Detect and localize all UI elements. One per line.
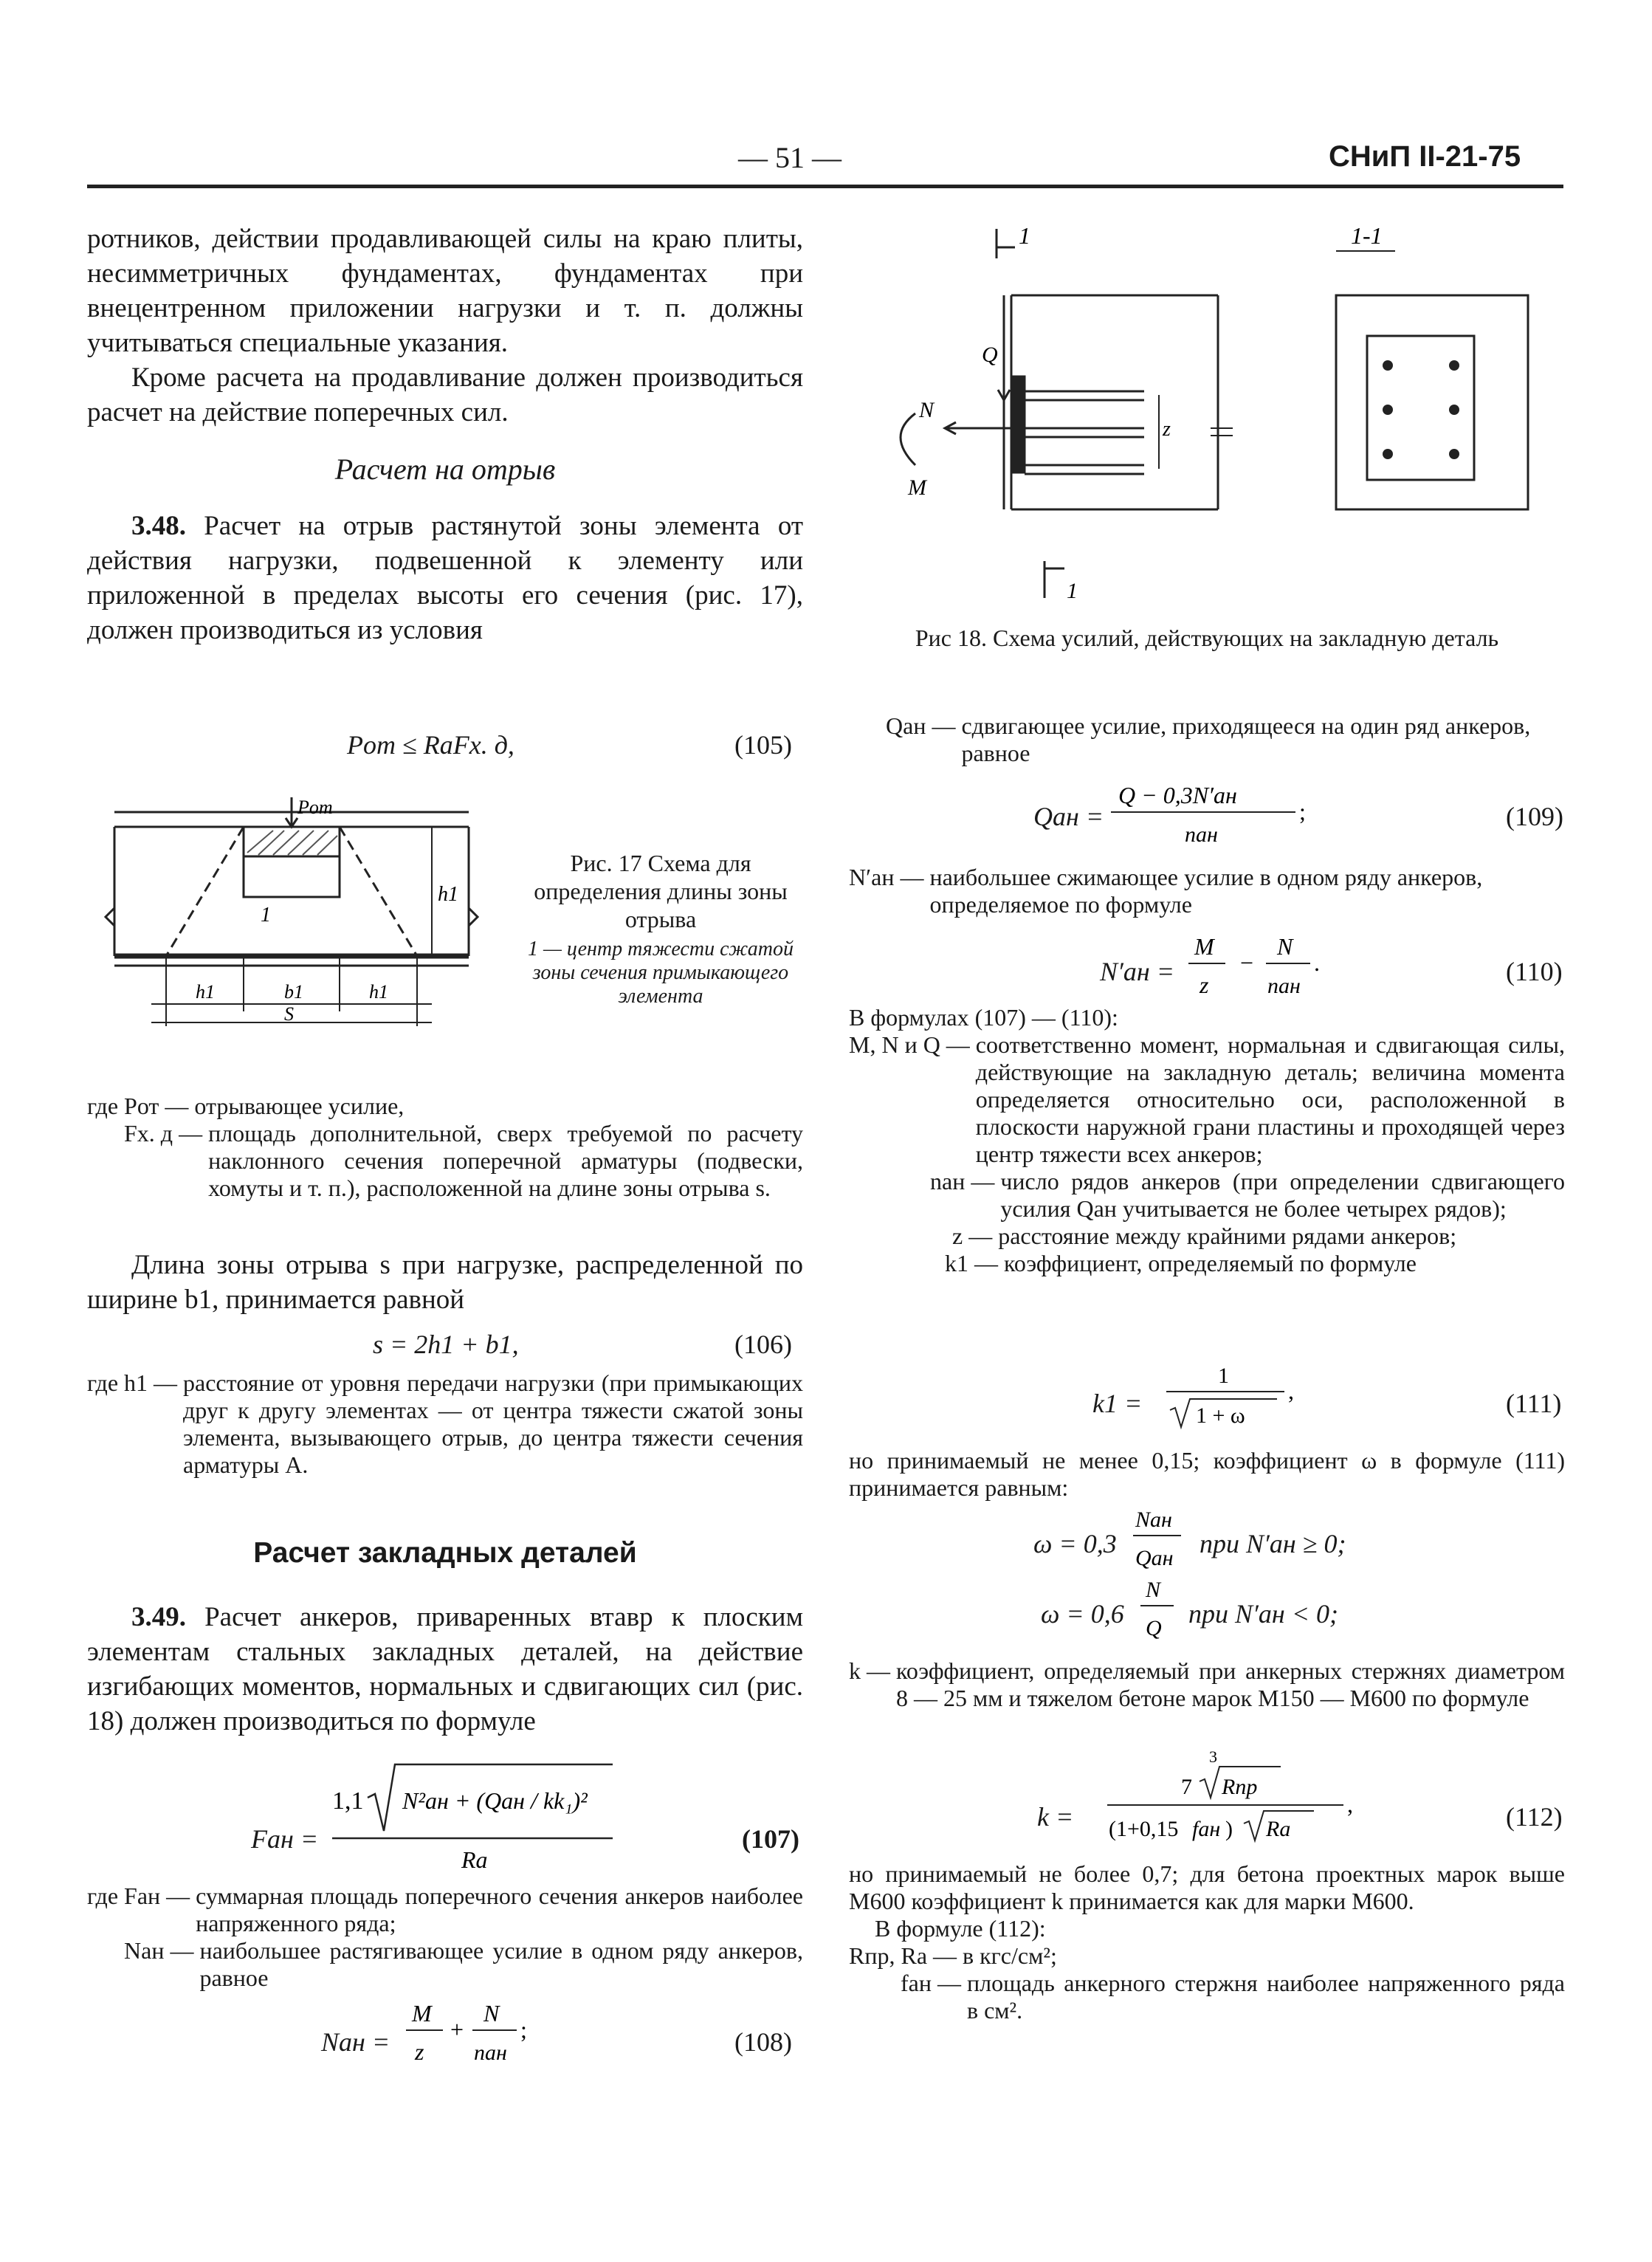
svg-text:Qан: Qан (1135, 1546, 1174, 1570)
figure-18-diagram (864, 214, 1558, 628)
def-intro: В формуле (112): (875, 1915, 1046, 1942)
clause-text: Расчет анкеров, приваренных втавр к плоским элементам стальных закладных деталей, на действие изгибающих моментов, нормальных и сдвигающих сил (рис. 18) должен производиться по формуле (87, 1602, 803, 1736)
formula-112-number: (112) (1506, 1802, 1563, 1832)
omega-formula-2-cond: при N′ан < 0; (1188, 1599, 1339, 1629)
svg-text:+: + (450, 2016, 464, 2043)
formula-106: s = 2h1 + b1, (373, 1330, 519, 1359)
clause-number: 3.49. (131, 1602, 186, 1632)
formula-112 (1100, 1746, 1366, 1849)
formula-110 (1181, 927, 1343, 1008)
formula-105-number: (105) (734, 730, 792, 760)
omega-formula-2-lhs: ω = 0,6 (1041, 1599, 1124, 1629)
label-n: N (919, 398, 935, 422)
svg-text:Ra: Ra (1266, 1817, 1291, 1841)
formula-110-number: (110) (1506, 957, 1563, 986)
def-text: число рядов анкеров (при определении сдвигающего усилия Qан учитывается не более четырех рядов); (1000, 1168, 1565, 1222)
svg-text:−: − (1240, 949, 1254, 976)
def-key: Rпр, Ra — (849, 1942, 957, 1969)
svg-text:N: N (1277, 933, 1293, 960)
paragraph: но принимаемый не менее 0,15; коэффициент ω в формуле (111) принимается равным: (849, 1447, 1565, 1501)
paragraph-length (87, 1248, 803, 1317)
svg-text:,: , (1347, 1791, 1353, 1818)
def-key: Fх. д — (124, 1120, 203, 1147)
svg-text:z: z (1200, 972, 1209, 998)
svg-text:Q: Q (1146, 1616, 1162, 1640)
paragraph: но принимаемый не более 0,7; для бетона проектных марок выше М600 коэффициент k принимается как для марки М600. (849, 1860, 1565, 1914)
formula-111 (1159, 1355, 1307, 1436)
def-text: в кгс/см²; (963, 1942, 1057, 1969)
caption-legend: 1 — центр тяжести сжатой зоны сечения примыкающего элемента (527, 938, 794, 1008)
svg-text:): ) (1225, 1817, 1233, 1841)
label-q: Q (982, 343, 998, 367)
svg-text:;: ; (1299, 798, 1306, 825)
def-key: где h1 — (87, 1369, 178, 1396)
section-zakl (87, 1536, 803, 1739)
figure-17-caption (517, 849, 805, 1008)
formula-112-lhs: k = (1037, 1802, 1074, 1832)
def-n-an (849, 864, 1565, 918)
def-key: M, N и Q — (849, 1031, 970, 1058)
formula-107-denominator: Ra (461, 1846, 488, 1873)
document-code: СНиП II-21-75 (1329, 140, 1521, 173)
svg-text:3: 3 (1209, 1747, 1217, 1766)
formula-109-numerator: Q − 0,3N′ан (1118, 782, 1237, 808)
label-1: 1 (261, 904, 271, 927)
formula-105: Pот ≤ RaFх. д, (347, 730, 514, 760)
svg-text:z: z (415, 2038, 424, 2065)
def-key: где Pот — (87, 1093, 189, 1119)
svg-text:N: N (483, 2000, 500, 2026)
def-key: k1 — (945, 1250, 998, 1276)
omega-formula-1-lhs: ω = 0,3 (1033, 1529, 1117, 1558)
caption-title: Рис. 17 Схема для определения длины зоны отрыва (534, 850, 788, 932)
svg-text:M: M (412, 2000, 432, 2026)
label-z: z (1163, 418, 1171, 441)
svg-text:nан: nан (1267, 974, 1301, 998)
formula-111-lhs: k1 = (1092, 1389, 1143, 1418)
svg-text:.: . (1314, 949, 1320, 976)
paragraph-3-49 (87, 1600, 803, 1739)
svg-text:1: 1 (1218, 1364, 1229, 1388)
clause-number: 3.48. (131, 511, 186, 541)
def-text: суммарная площадь поперечного сечения анкеров наиболее напряженного ряда; (196, 1883, 803, 1936)
def-text: соответственно момент, нормальная и сдвигающая силы, действующие на закладную деталь; величина момента определяется относительно оси, расположенной в плоскости наружной грани пластины и проходящей через центр тяжести всех анкеров; (975, 1031, 1565, 1167)
svg-text:7: 7 (1181, 1775, 1192, 1799)
left-column (87, 221, 803, 647)
def-text: расстояние между крайними рядами анкеров; (998, 1223, 1457, 1249)
svg-text:fан: fан (1192, 1817, 1221, 1841)
clause-text: Расчет на отрыв растянутой зоны элемента от действия нагрузки, подвешенной к элементу или приложенной в пределах высоты его сечения (рис. 17), должен производиться из условия (87, 511, 804, 645)
svg-text:N²ан + (Qан / kk₁)²: N²ан + (Qан / kk₁)² (402, 1787, 588, 1814)
formula-107-number: (107) (742, 1824, 799, 1854)
where-block-3 (87, 1883, 803, 1992)
def-key: Nан — (124, 1937, 194, 1964)
def-k (849, 1657, 1565, 1712)
svg-text:N: N (1146, 1578, 1161, 1602)
section-heading-zakl: Расчет закладных деталей (253, 1537, 637, 1569)
formula-109-denominator: nан (1185, 822, 1218, 847)
def-text: коэффициент, определяемый при анкерных стержнях диаметром 8 — 25 мм и тяжелом бетоне марок М150 — М600 по формуле (896, 1657, 1565, 1711)
def-text: наибольшее сжимающее усилие в одном ряду анкеров, определяемое по формуле (929, 864, 1483, 918)
def-key: Qан — (886, 712, 956, 739)
formula-108-number: (108) (734, 2027, 792, 2057)
paragraph-omega (849, 1447, 1565, 1502)
label-section-1-1: 1-1 (1351, 222, 1383, 249)
label-h1: h1 (438, 883, 458, 906)
label-b1: b1 (284, 981, 303, 1003)
label-h1-bottom-left: h1 (196, 981, 215, 1003)
label-section-mark-bottom: 1 (1067, 579, 1078, 603)
def-key: nан — (930, 1168, 995, 1194)
paragraph-3-48 (87, 509, 803, 647)
def-key: где Fан — (87, 1883, 190, 1909)
formula-108 (399, 1993, 546, 2074)
where-block-2 (87, 1369, 803, 1479)
def-text: площадь анкерного стержня наиболее напряженного ряда в см². (966, 1970, 1565, 2024)
svg-text:M: M (1194, 933, 1214, 960)
section-heading-otryv: Расчет на отрыв (334, 453, 556, 486)
label-p-ot: Pот (297, 797, 333, 818)
def-key: k — (849, 1657, 890, 1684)
label-m: M (908, 475, 926, 500)
definitions-block (849, 1004, 1565, 1277)
omega-formula-1-cond: при N′ан ≥ 0; (1200, 1529, 1346, 1558)
label-section-mark-top: 1 (1019, 222, 1030, 249)
def-text: коэффициент, определяемый по формуле (1004, 1250, 1417, 1276)
def-q-an (849, 712, 1565, 767)
where-block-1 (87, 1093, 803, 1202)
svg-text:(1+0,15: (1+0,15 (1109, 1817, 1179, 1841)
def-text: сдвигающее усилие, приходящееся на один ряд анкеров, равное (961, 712, 1531, 766)
paragraph: Кроме расчета на продавливание должен производиться расчет на действие поперечных сил. (87, 362, 803, 427)
paragraph: ротников, действии продавливающей силы на краю плиты, несимметричных фундаментах, фундаментах при внецентренном приложении нагрузки и т. п. должны учитываться специальные указания. (87, 224, 803, 358)
figure-17-diagram (100, 797, 483, 1063)
label-s: S (284, 1003, 294, 1025)
formula-107 (325, 1757, 620, 1875)
omega-fraction-2 (1137, 1569, 1181, 1650)
def-key: N′ан — (849, 864, 924, 890)
def-text: наибольшее растягивающее усилие в одном ряду анкеров, равное (199, 1937, 803, 1991)
formula-109-lhs: Qан = (1033, 802, 1104, 831)
def-key: z — (952, 1223, 993, 1249)
def-key: fан — (901, 1970, 961, 1996)
header-rule (87, 185, 1563, 188)
figure-18-caption: Рис 18. Схема усилий, действующих на закладную деталь (915, 625, 1499, 651)
page-number: — 51 — (738, 141, 842, 174)
formula-107-coef: 1,1 (332, 1787, 364, 1815)
formula-109 (1104, 775, 1325, 856)
formula-110-lhs: N′ан = (1100, 957, 1175, 986)
formula-108-lhs: Nан = (321, 2027, 390, 2057)
final-block (849, 1860, 1565, 2024)
def-text: отрывающее усилие, (194, 1093, 405, 1119)
svg-text:1 + ω: 1 + ω (1196, 1403, 1245, 1428)
def-text: площадь дополнительной, сверх требуемой по расчету наклонного сечения поперечной арматуры (подвески, хомуты и т. п.), расположенной на длине зоны отрыва s. (208, 1120, 803, 1201)
def-text: расстояние от уровня передачи нагрузки (при примыкающих друг к другу элементах — от центра тяжести сжатой зоны элемента, вызывающего отрыв, до центра тяжести сечения арматуры A. (183, 1369, 803, 1478)
svg-text:Rпр: Rпр (1222, 1775, 1258, 1799)
svg-text:;: ; (520, 2016, 527, 2043)
svg-text:nан: nан (474, 2041, 507, 2065)
omega-fraction-1 (1129, 1499, 1188, 1580)
def-intro: В формулах (107) — (110): (849, 1004, 1118, 1031)
svg-text:Nан: Nан (1135, 1508, 1172, 1532)
svg-text:,: , (1288, 1378, 1294, 1404)
formula-106-number: (106) (734, 1330, 792, 1359)
paragraph: Длина зоны отрыва s при нагрузке, распределенной по ширине b1, принимается равной (87, 1250, 803, 1315)
formula-109-number: (109) (1506, 802, 1563, 831)
formula-107-lhs: Fан = (251, 1824, 319, 1854)
label-h1-bottom-right: h1 (369, 981, 388, 1003)
formula-111-number: (111) (1506, 1389, 1562, 1418)
